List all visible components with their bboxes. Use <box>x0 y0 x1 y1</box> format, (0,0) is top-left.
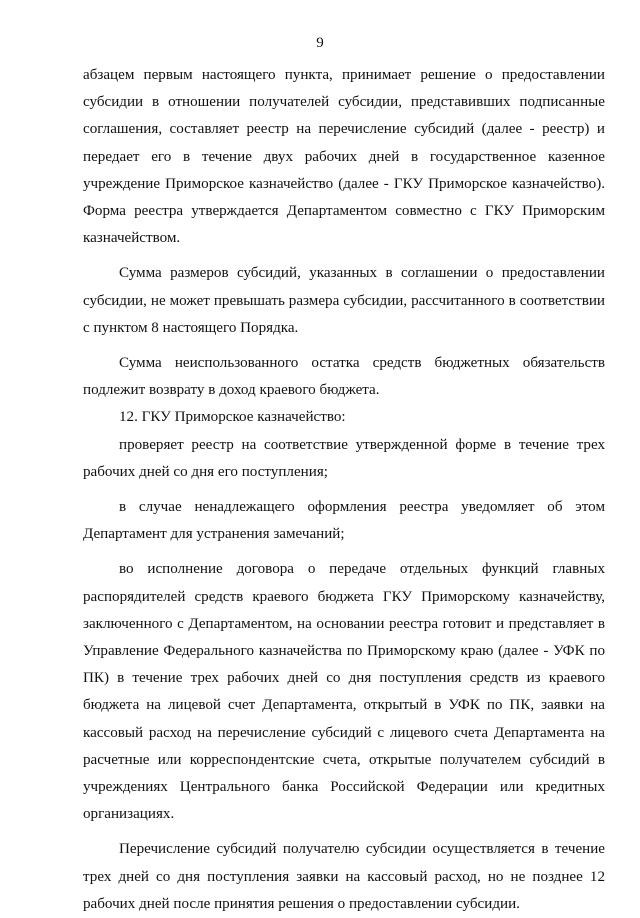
paragraph-continuation: абзацем первым настоящего пункта, принимает решение о предоставлении субсидии в отношении получателей субсидии, представивших подписанные соглашения, составляет реестр на перечисление субсидий (далее - реестр) и передает его в течение двух рабочих дней в государственное казенное учреждение Приморское казначейство (далее - ГКУ Приморское казначейство). Форма реестра утверждается Департаментом совместно с ГКУ Приморским казначейством. <box>83 67 605 247</box>
paragraph-unused-balance: Сумма неиспользованного остатка средств бюджетных обязательств подлежит возврату в доход краевого бюджета. <box>83 355 605 399</box>
paragraph-registry-check: проверяет реестр на соответствие утвержденной форме в течение трех рабочих дней со дня его поступления; <box>83 436 605 480</box>
paragraph-subsidy-transfer: Перечисление субсидий получателю субсидии осуществляется в течение трех дней со дня поступления заявки на кассовый расход, но не позднее 12 рабочих дней после принятия решения о предоставлении субсидии. <box>83 841 605 912</box>
page-number: 9 <box>316 35 324 51</box>
paragraph-item-12-heading: 12. ГКУ Приморское казначейство: <box>119 409 346 426</box>
document-body <box>83 62 605 918</box>
paragraph-subsidy-sum-limit: Сумма размеров субсидий, указанных в соглашении о предоставлении субсидии, не может превышать размера субсидии, рассчитанного в соответствии с пунктом 8 настоящего Порядка. <box>83 265 605 336</box>
paragraph-treasury-application: во исполнение договора о передаче отдельных функций главных распорядителей средств краевого бюджета ГКУ Приморскому казначейству, заключенного с Департаментом, на основании реестра готовит и представляет в Управление Федерального казначейства по Приморскому краю (далее - УФК по ПК) в течение трех рабочих дней со дня поступления средств из краевого бюджета на лицевой счет Департамента, открытый в УФК по ПК, заявки на кассовый расход на перечисление субсидий с лицевого счета Департамента на расчетные или корреспондентские счета, открытые получателем субсидий в учреждениях Центрального банка Российской Федерации или кредитных организациях. <box>83 561 605 823</box>
paragraph-registry-notification: в случае ненадлежащего оформления реестра уведомляет об этом Департамент для устранения замечаний; <box>83 499 605 543</box>
